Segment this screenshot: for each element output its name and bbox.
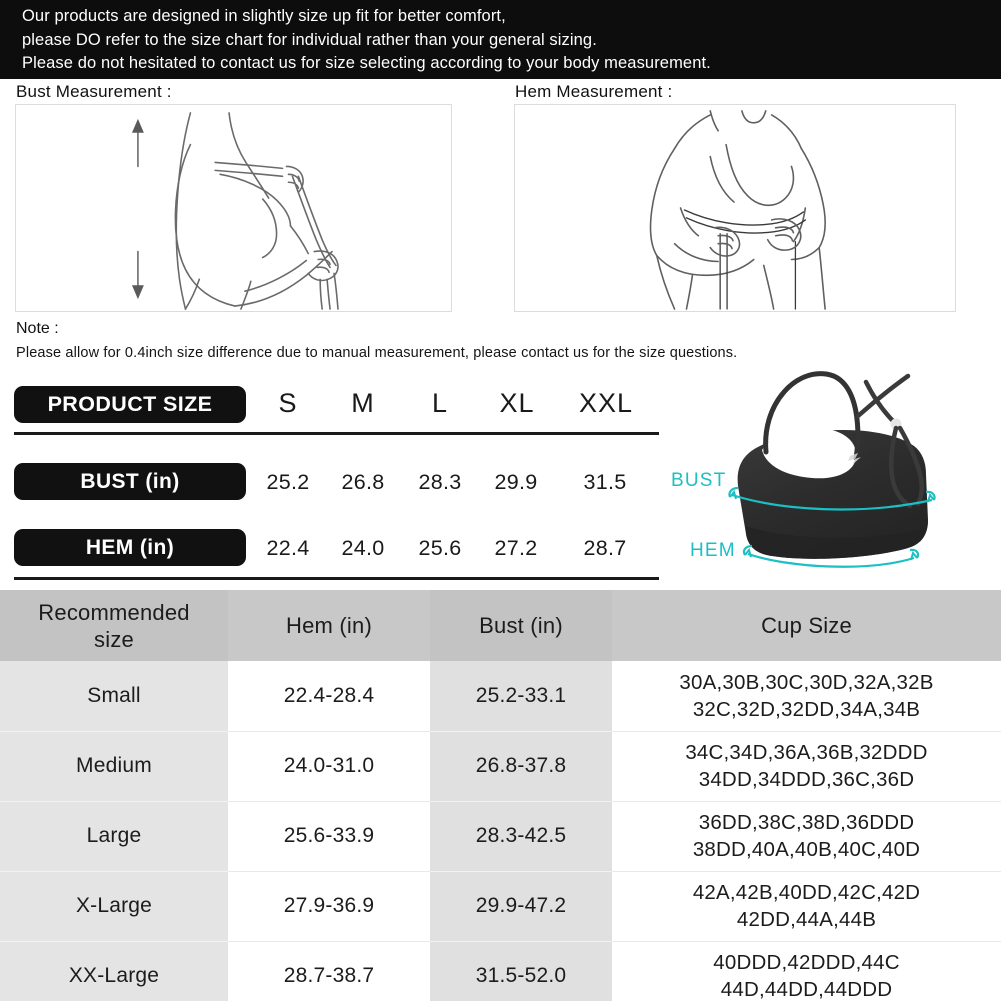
row-hem: 27.9-36.9 (228, 871, 430, 941)
row-cup-size (612, 871, 1001, 941)
row-size: Medium (0, 731, 228, 801)
product-size-divider-bottom (14, 577, 659, 580)
hem-row-pill: HEM (in) (14, 529, 246, 566)
bust-value-xxl: 31.5 (583, 470, 627, 494)
hem-value-s: 22.4 (266, 536, 310, 560)
cup-line-2: 44D,44DD,44DDD (720, 978, 893, 1001)
bust-value-m: 26.8 (341, 470, 385, 494)
header-recommended-size (0, 590, 228, 661)
bra-product-image (660, 368, 1001, 580)
hem-measurement-label: Hem Measurement : (515, 82, 673, 101)
table-header-row (0, 590, 1001, 661)
table-row (0, 661, 1001, 731)
row-cup-size (612, 731, 1001, 801)
note-title: Note : (16, 320, 59, 337)
row-size: XX-Large (0, 941, 228, 1001)
table-body (0, 661, 1001, 1001)
row-bust: 28.3-42.5 (430, 801, 612, 871)
cup-line-2: 32C,32D,32DD,34A,34B (692, 697, 921, 721)
cup-line-2: 34DD,34DDD,36C,36D (698, 768, 915, 791)
row-hem: 24.0-31.0 (228, 731, 430, 801)
banner-line-1: Our products are designed in slightly size up fit for better comfort, (22, 7, 506, 25)
header-recommended-size-line1: Recommended (38, 599, 190, 625)
row-bust: 31.5-52.0 (430, 941, 612, 1001)
table-row (0, 871, 1001, 941)
hem-measurement-illustration (514, 104, 956, 312)
row-hem: 22.4-28.4 (228, 661, 430, 731)
table-row (0, 941, 1001, 1001)
cup-line-1: 34C,34D,36A,36B,32DDD (685, 741, 928, 764)
row-bust: 25.2-33.1 (430, 661, 612, 731)
header-recommended-size-line2: size (94, 626, 134, 652)
row-cup-size (612, 801, 1001, 871)
info-banner (0, 0, 1001, 79)
table-row (0, 731, 1001, 801)
size-header-s: S (278, 388, 298, 418)
bust-value-l: 28.3 (418, 470, 462, 494)
bra-bust-label: BUST (671, 470, 727, 491)
row-hem: 25.6-33.9 (228, 801, 430, 871)
hem-value-xl: 27.2 (494, 536, 538, 560)
bust-value-xl: 29.9 (494, 470, 538, 494)
bust-value-s: 25.2 (266, 470, 310, 494)
row-size: Large (0, 801, 228, 871)
bust-row-pill: BUST (in) (14, 463, 246, 500)
note-text: Please allow for 0.4inch size difference due to manual measurement, please contact us for the size questions. (16, 345, 738, 361)
row-cup-size (612, 661, 1001, 731)
product-size-header-pill: PRODUCT SIZE (14, 386, 246, 423)
cup-line-1: 40DDD,42DDD,44C (713, 951, 900, 974)
bra-hem-label: HEM (690, 540, 736, 561)
product-size-divider-top (14, 432, 659, 435)
row-bust: 29.9-47.2 (430, 871, 612, 941)
row-cup-size (612, 941, 1001, 1001)
header-cup-size: Cup Size (612, 590, 1001, 661)
banner-line-3: Please do not hesitated to contact us for size selecting according to your body measurement. (22, 54, 711, 72)
banner-line-2: please DO refer to the size chart for individual rather than your general sizing. (22, 30, 597, 49)
table-row (0, 801, 1001, 871)
hem-value-m: 24.0 (341, 536, 385, 560)
hem-value-xxl: 28.7 (583, 536, 627, 560)
header-bust: Bust (in) (430, 590, 612, 661)
size-header-l: L (431, 388, 449, 418)
bust-measurement-illustration (15, 104, 452, 312)
cup-line-1: 30A,30B,30C,30D,32A,32B (679, 670, 934, 694)
row-size: X-Large (0, 871, 228, 941)
recommended-size-table (0, 590, 1001, 1001)
size-header-xl: XL (499, 388, 535, 418)
row-bust: 26.8-37.8 (430, 731, 612, 801)
header-hem: Hem (in) (228, 590, 430, 661)
row-size: Small (0, 661, 228, 731)
hem-value-l: 25.6 (418, 536, 462, 560)
size-header-m: M (351, 388, 375, 418)
bust-measurement-label: Bust Measurement : (16, 82, 172, 101)
cup-line-2: 42DD,44A,44B (736, 908, 877, 931)
cup-line-1: 36DD,38C,38D,36DDD (698, 811, 915, 834)
cup-line-2: 38DD,40A,40B,40C,40D (692, 838, 921, 861)
cup-line-1: 42A,42B,40DD,42C,42D (692, 881, 921, 904)
size-header-xxl: XXL (578, 388, 634, 418)
row-hem: 28.7-38.7 (228, 941, 430, 1001)
